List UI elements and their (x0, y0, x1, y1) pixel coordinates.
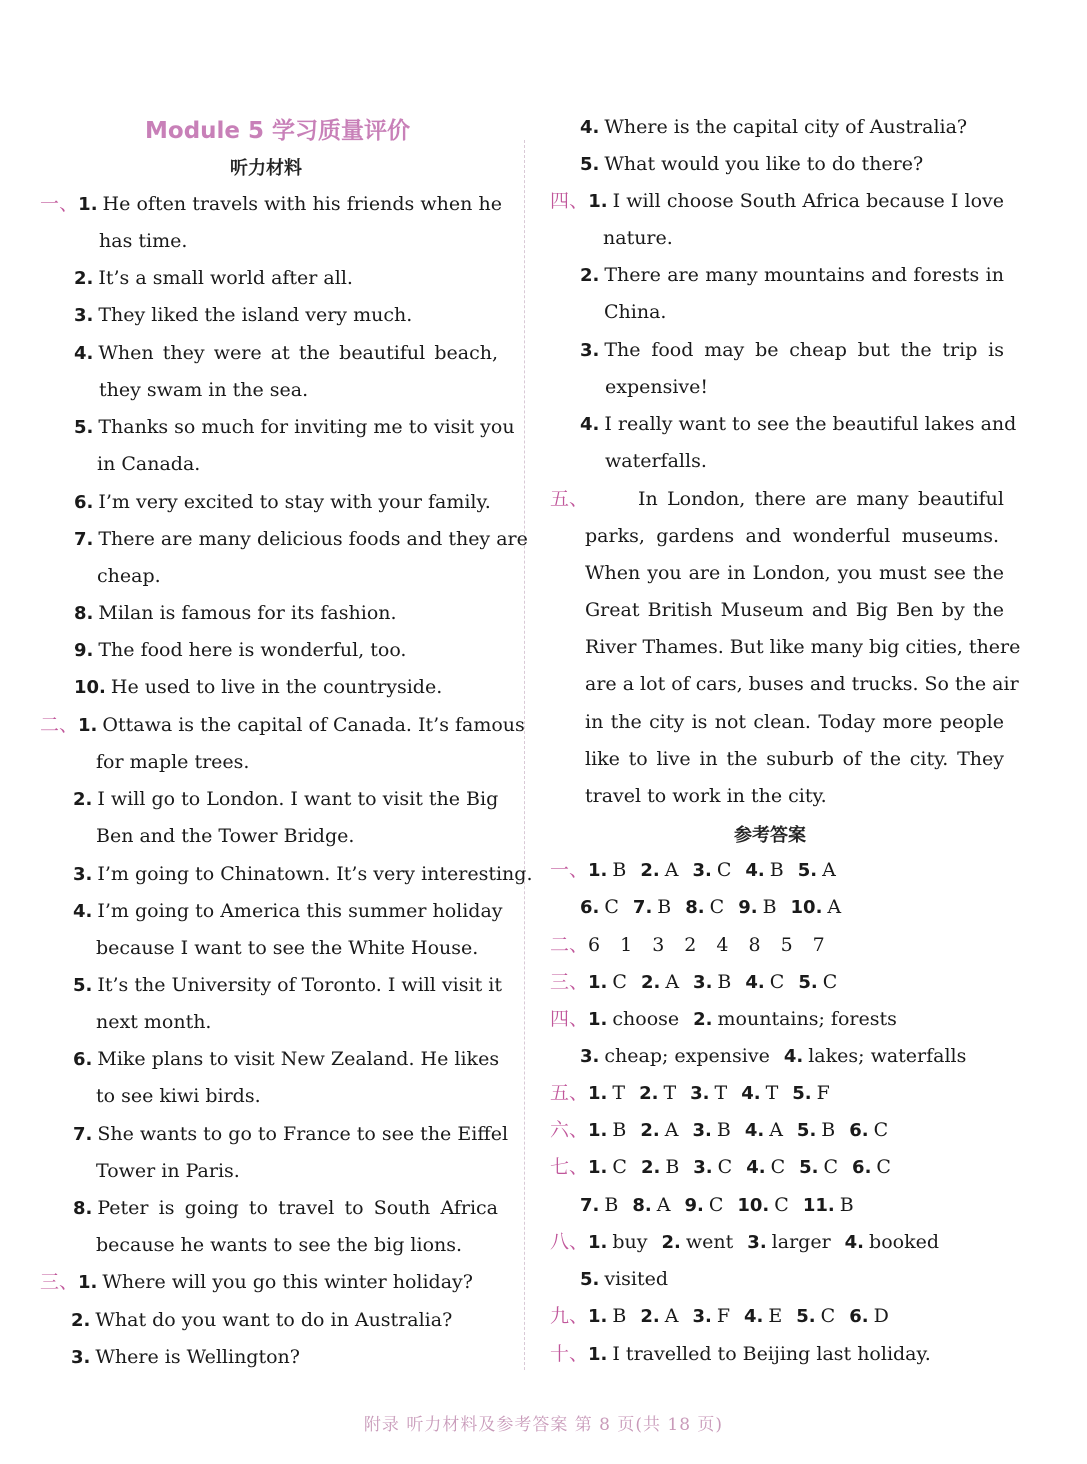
passage-line: like to live in the suburb of the city. They (585, 748, 1004, 770)
list-item: 8. Peter is going to travel to South Africa (73, 1197, 498, 1219)
list-item: 5. What would you like to do there? (580, 153, 924, 175)
list-item-continuation: Ben and the Tower Bridge. (96, 825, 355, 847)
passage-line: Great British Museum and Big Ben by the (585, 599, 1004, 621)
answer-row: 三、1. C 2. A 3. B 4. C 5. C (550, 971, 838, 993)
list-item: 二、1. Ottawa is the capital of Canada. It’s famous (40, 714, 525, 736)
answer-row: 5. visited (580, 1268, 669, 1290)
list-item-continuation: Tower in Paris. (96, 1160, 240, 1182)
list-item: 10. He used to live in the countryside. (74, 676, 443, 698)
answer-row: 3. cheap; expensive 4. lakes; waterfalls (580, 1045, 967, 1067)
answer-row: 八、1. buy 2. went 3. larger 4. booked (550, 1231, 939, 1253)
list-item-continuation: cheap. (97, 565, 161, 587)
list-item: 6. Mike plans to visit New Zealand. He likes (73, 1048, 500, 1070)
answer-row: 五、1. T 2. T 3. T 4. T 5. F (550, 1082, 830, 1104)
list-item: 3. They liked the island very much. (74, 304, 413, 326)
list-item-continuation: because I want to see the White House. (96, 937, 479, 959)
list-item-continuation: they swam in the sea. (99, 379, 309, 401)
list-item: 4. When they were at the beautiful beach, (74, 342, 498, 364)
list-item: 2. It’s a small world after all. (74, 267, 353, 289)
passage-line: are a lot of cars, buses and trucks. So the air (585, 673, 1019, 695)
list-item: 7. There are many delicious foods and they are (74, 528, 528, 550)
answer-row: 7. B 8. A 9. C 10. C 11. B (580, 1194, 854, 1216)
list-item-continuation: to see kiwi birds. (96, 1085, 261, 1107)
list-item-continuation: waterfalls. (605, 450, 707, 472)
list-item: 四、1. I will choose South Africa because I love (550, 190, 1004, 212)
passage-line: travel to work in the city. (585, 785, 827, 807)
list-item-continuation: has time. (99, 230, 188, 252)
list-item: 7. She wants to go to France to see the Eiffel (73, 1123, 509, 1145)
answer-row: 一、1. B 2. A 3. C 4. B 5. A (550, 859, 836, 881)
list-item: 3. The food may be cheap but the trip is (580, 339, 1004, 361)
answer-row: 四、1. choose 2. mountains; forests (550, 1008, 897, 1030)
list-item-continuation: China. (604, 301, 667, 323)
passage-line: When you are in London, you must see the (585, 562, 1004, 584)
list-item: 3. Where is Wellington? (71, 1346, 300, 1368)
list-item-continuation: expensive! (605, 376, 709, 398)
column-divider (524, 140, 525, 1370)
passage-line: parks, gardens and wonderful museums. (585, 525, 999, 547)
page-footer: 附录 听力材料及参考答案 第 8 页(共 18 页) (363, 1415, 724, 1435)
list-item: 8. Milan is famous for its fashion. (74, 602, 397, 624)
list-item-continuation: because he wants to see the big lions. (96, 1234, 463, 1256)
list-item-continuation: in Canada. (97, 453, 201, 475)
list-item-continuation: next month. (96, 1011, 212, 1033)
list-item: 5. Thanks so much for inviting me to visit you (74, 416, 515, 438)
passage-line: in the city is not clean. Today more people (585, 711, 1004, 733)
list-item: 4. I really want to see the beautiful lakes and (580, 413, 1017, 435)
list-item: 3. I’m going to Chinatown. It’s very interesting. (73, 863, 533, 885)
list-item: 5. It’s the University of Toronto. I will visit it (73, 974, 502, 996)
list-item: 2. I will go to London. I want to visit the Big (73, 788, 499, 810)
list-item: 三、1. Where will you go this winter holiday? (40, 1271, 473, 1293)
answer-row: 七、1. C 2. B 3. C 4. C 5. C 6. C (550, 1156, 891, 1178)
answer-row: 六、1. B 2. A 3. B 4. A 5. B 6. C (550, 1119, 889, 1141)
list-item-continuation: nature. (603, 227, 673, 249)
answer-row: 九、1. B 2. A 3. F 4. E 5. C 6. D (550, 1305, 889, 1327)
list-item: 4. I’m going to America this summer holiday (73, 900, 503, 922)
listening-material-heading: 听力材料 (230, 158, 302, 179)
list-item: 9. The food here is wonderful, too. (74, 639, 407, 661)
passage-line: In London, there are many beautiful (638, 488, 1004, 510)
list-item: 4. Where is the capital city of Australia? (580, 116, 968, 138)
answer-row: 十、1. I travelled to Beijing last holiday. (550, 1343, 931, 1365)
list-item-continuation: for maple trees. (96, 751, 250, 773)
module-title: Module 5 学习质量评价 (145, 118, 411, 144)
answer-row: 6. C 7. B 8. C 9. B 10. A (580, 896, 842, 918)
list-item: 一、1. He often travels with his friends when he (40, 193, 502, 215)
passage-line: River Thames. But like many big cities, there (585, 636, 1021, 658)
answer-row: 二、6 1 3 2 4 8 5 7 (550, 934, 825, 956)
list-item: 6. I’m very excited to stay with your family. (74, 491, 491, 513)
list-item: 2. What do you want to do in Australia? (71, 1309, 453, 1331)
answers-heading: 参考答案 (734, 825, 806, 846)
list-item: 2. There are many mountains and forests in (580, 264, 1004, 286)
section-marker: 五、 (550, 488, 589, 510)
